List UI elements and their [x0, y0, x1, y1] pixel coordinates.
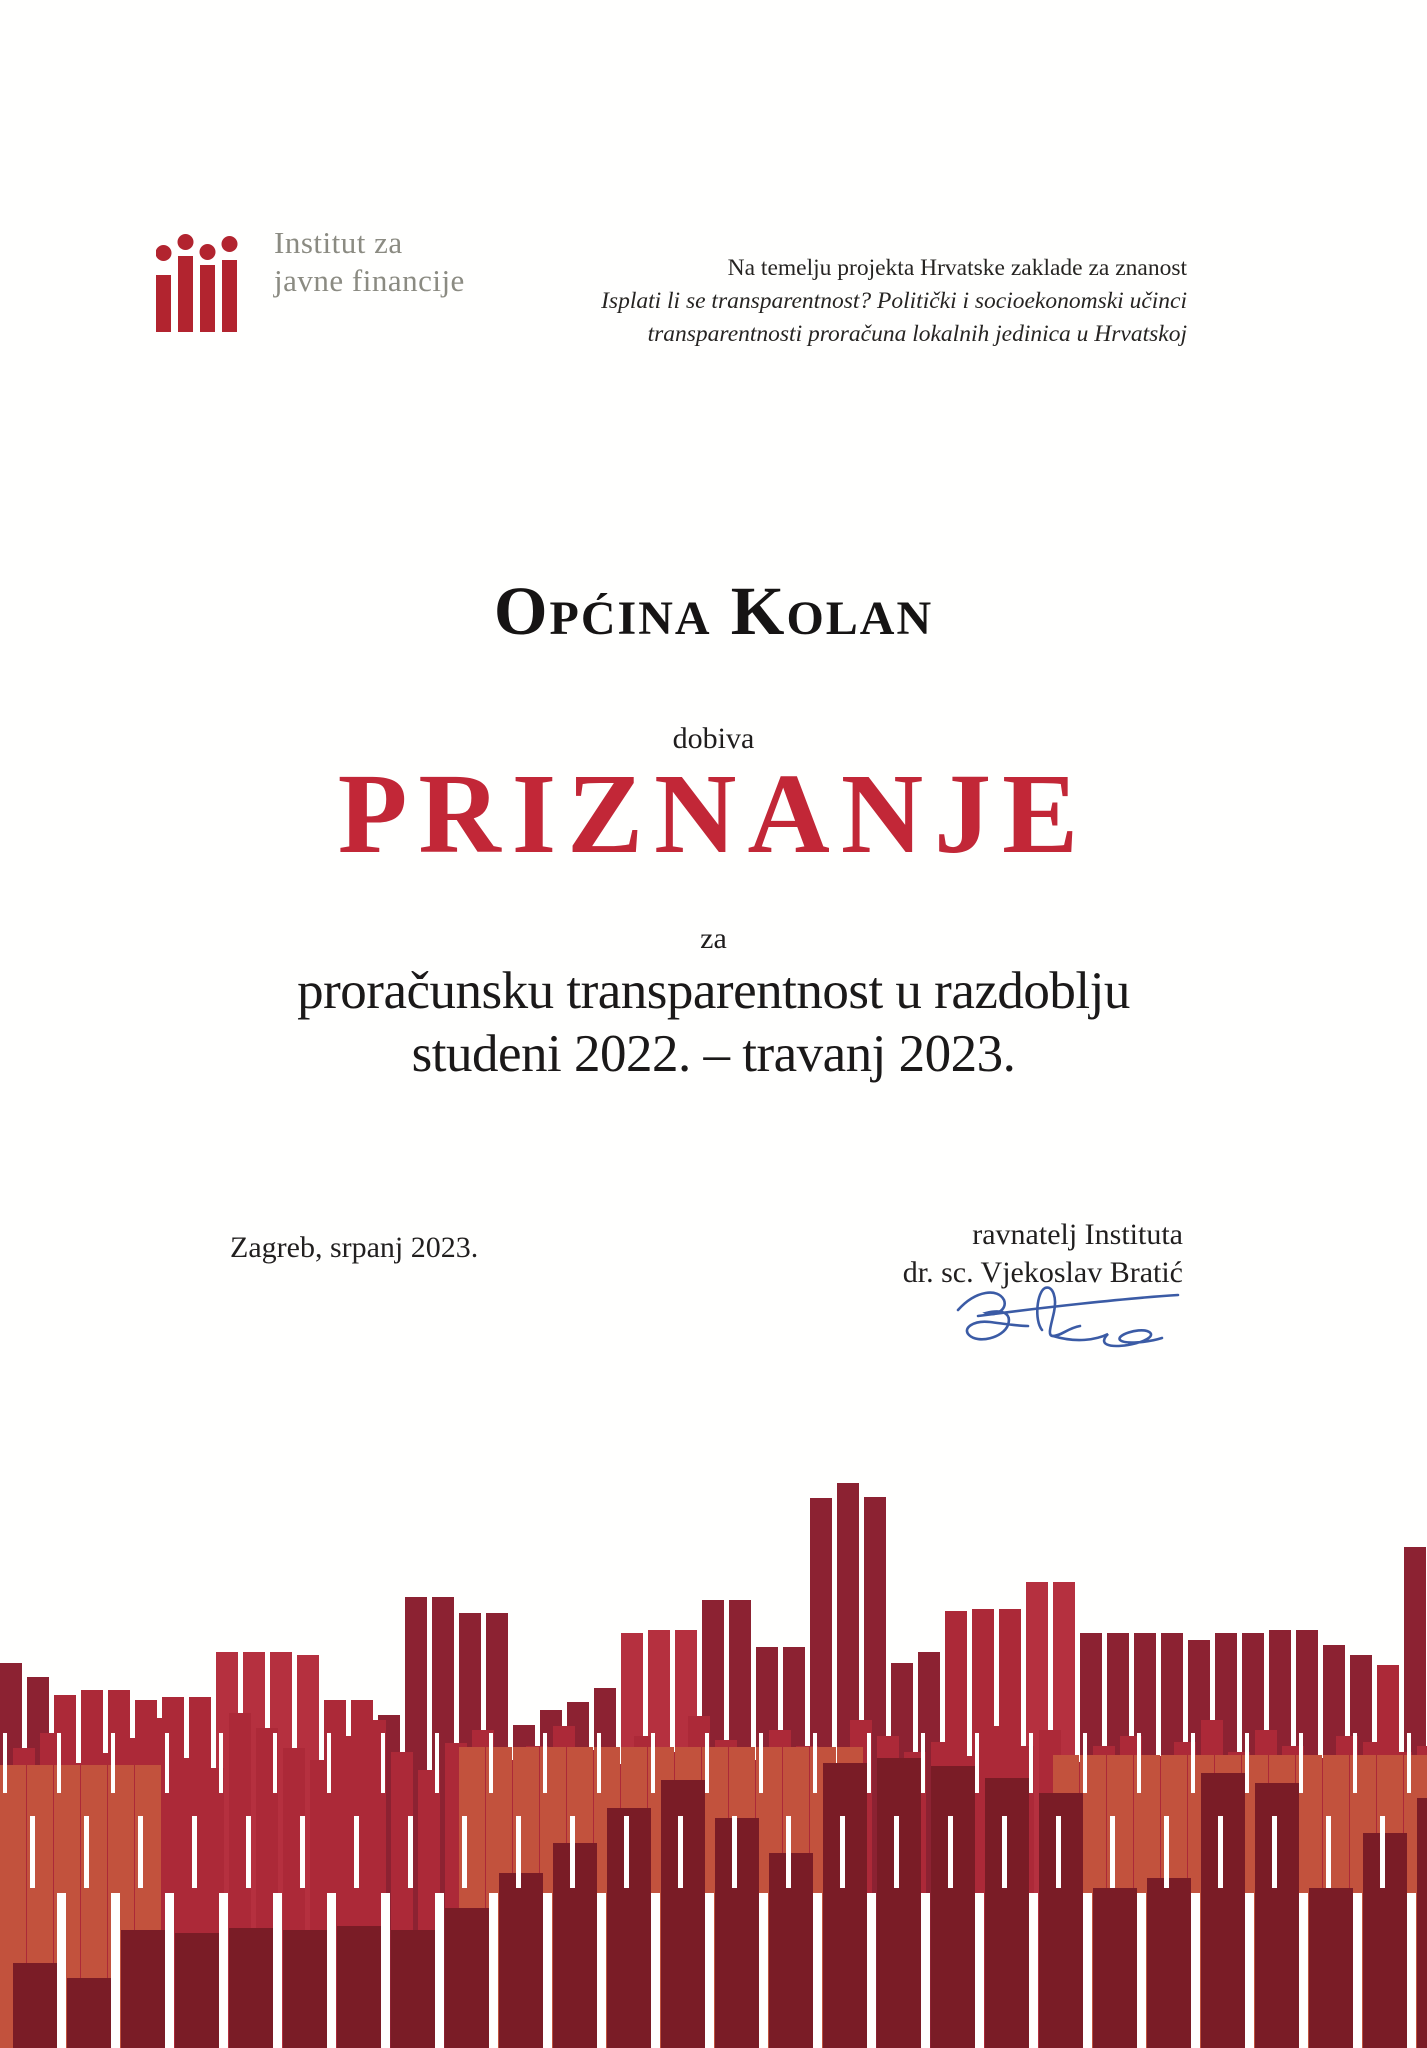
skyline-white-slit [705, 1893, 714, 2048]
skyline-white-slit [1380, 1816, 1385, 1888]
skyline-white-slit [1083, 1733, 1087, 1793]
za-label: za [700, 922, 727, 955]
skyline-white-slit [867, 1733, 871, 1793]
skyline-white-slit [381, 1893, 390, 2048]
skyline-bar-front [445, 1908, 489, 2048]
skyline-white-slit [1137, 1733, 1141, 1793]
skyline-bar-front [1147, 1878, 1191, 2048]
skyline-white-slit [1002, 1816, 1007, 1888]
project-note-line3: transparentnosti proračuna lokalnih jedinica u Hrvatskoj [647, 321, 1187, 347]
skyline-bar-front [391, 1930, 435, 2048]
skyline-white-slit [813, 1733, 817, 1793]
institute-name-line1: Institut za [274, 225, 403, 260]
skyline-white-slit [570, 1816, 575, 1888]
project-note [567, 252, 1187, 351]
skyline-bar-front [1093, 1888, 1137, 2048]
skyline-white-slit [813, 1893, 822, 2048]
skyline-white-slit [840, 1816, 845, 1888]
skyline-white-slit [759, 1893, 768, 2048]
skyline-white-slit [435, 1733, 439, 1793]
skyline-bar-front [1309, 1888, 1353, 2048]
skyline-white-slit [3, 1733, 7, 1793]
skyline-white-slit [327, 1733, 331, 1793]
skyline-white-slit [435, 1893, 444, 2048]
recipient-name: Općina Kolan [493, 573, 934, 649]
skyline-bar-front [553, 1843, 597, 2048]
signature-ink [948, 1278, 1188, 1356]
skyline-white-slit [651, 1733, 655, 1793]
skyline-white-slit [1056, 1816, 1061, 1888]
skyline-white-slit [219, 1733, 223, 1793]
institute-name-line2: javne financije [274, 263, 465, 298]
project-note-line2: Isplati li se transparentnost? Politički i socioekonomski učinci [601, 288, 1187, 314]
skyline-white-slit [975, 1893, 984, 2048]
skyline-white-slit [1218, 1816, 1223, 1888]
skyline-white-slit [1353, 1733, 1357, 1793]
skyline-bar-front [823, 1763, 867, 2048]
skyline-bar-front [13, 1963, 57, 2048]
signatory-name: dr. sc. Vjekoslav Bratić [902, 1256, 1183, 1289]
skyline-bar-front [1201, 1773, 1245, 2048]
award-title: PRIZNANJE [337, 750, 1090, 877]
skyline-white-slit [1407, 1893, 1416, 2048]
skyline-white-slit [1245, 1733, 1249, 1793]
skyline-white-slit [30, 1816, 35, 1888]
skyline-bar-front [499, 1873, 543, 2048]
skyline-white-slit [246, 1816, 251, 1888]
skyline-white-slit [1137, 1893, 1146, 2048]
skyline-white-slit [624, 1816, 629, 1888]
skyline-white-slit [489, 1893, 498, 2048]
skyline-white-slit [165, 1893, 174, 2048]
signatory-role: ravnatelj Instituta [972, 1218, 1183, 1251]
project-note-line1: Na temelju projekta Hrvatske zaklade za znanost [727, 255, 1187, 281]
skyline-bar-front [715, 1818, 759, 2048]
skyline-white-slit [921, 1733, 925, 1793]
skyline-bar-front [283, 1930, 327, 2048]
skyline-bar-front [877, 1758, 921, 2048]
skyline-white-slit [1245, 1893, 1254, 2048]
skyline-white-slit [921, 1893, 930, 2048]
dobiva-label: dobiva [672, 722, 755, 755]
institute-logo-icon [156, 233, 241, 332]
skyline-white-slit [381, 1733, 385, 1793]
skyline-white-slit [786, 1816, 791, 1888]
skyline-white-slit [57, 1893, 66, 2048]
skyline-bar-front [121, 1930, 165, 2048]
skyline-white-slit [597, 1733, 601, 1793]
skyline-white-slit [705, 1733, 709, 1793]
skyline-white-slit [273, 1893, 282, 2048]
skyline-white-slit [543, 1733, 547, 1793]
skyline-white-slit [489, 1733, 493, 1793]
skyline-white-slit [300, 1816, 305, 1888]
skyline-white-slit [1272, 1816, 1277, 1888]
skyline-white-slit [1299, 1893, 1308, 2048]
skyline-white-slit [57, 1733, 61, 1793]
skyline-white-slit [111, 1733, 115, 1793]
skyline-bar-front [1255, 1783, 1299, 2048]
skyline-white-slit [1407, 1733, 1411, 1793]
skyline-white-slit [219, 1893, 228, 2048]
skyline-white-slit [1353, 1893, 1362, 2048]
skyline-bar-front [769, 1853, 813, 2048]
skyline-white-slit [732, 1816, 737, 1888]
skyline-white-slit [894, 1816, 899, 1888]
skyline-bar-front [229, 1928, 273, 2048]
skyline-white-slit [111, 1893, 120, 2048]
award-reason-line1: proračunsku transparentnost u razdoblju [297, 962, 1130, 1020]
skyline-white-slit [948, 1816, 953, 1888]
skyline-white-slit [543, 1893, 552, 2048]
skyline-white-slit [408, 1816, 413, 1888]
skyline-white-slit [192, 1816, 197, 1888]
skyline-white-slit [1299, 1733, 1303, 1793]
skyline-white-slit [1110, 1816, 1115, 1888]
skyline-bar-front [985, 1778, 1029, 2048]
skyline-white-slit [138, 1816, 143, 1888]
skyline-bar-front [1363, 1833, 1407, 2048]
skyline-white-slit [975, 1733, 979, 1793]
skyline-bar-front [931, 1766, 975, 2048]
skyline-white-slit [651, 1893, 660, 2048]
skyline-white-slit [1083, 1893, 1092, 2048]
skyline-white-slit [165, 1733, 169, 1793]
institute-name [274, 224, 465, 300]
skyline-white-slit [1326, 1816, 1331, 1888]
skyline-white-slit [1029, 1733, 1033, 1793]
skyline-bar-front [607, 1808, 651, 2048]
skyline-white-slit [1029, 1893, 1038, 2048]
skyline-white-slit [678, 1816, 683, 1888]
skyline-white-slit [597, 1893, 606, 2048]
skyline-white-slit [516, 1816, 521, 1888]
skyline-white-slit [462, 1816, 467, 1888]
skyline-white-slit [1164, 1816, 1169, 1888]
award-reason [0, 960, 1427, 1086]
skyline-white-slit [867, 1893, 876, 2048]
skyline-white-slit [1191, 1733, 1195, 1793]
skyline-white-slit [273, 1733, 277, 1793]
skyline-white-slit [84, 1816, 89, 1888]
skyline-white-slit [1191, 1893, 1200, 2048]
skyline-white-slit [759, 1733, 763, 1793]
place-and-date: Zagreb, srpanj 2023. [230, 1231, 479, 1264]
skyline-bar-front [337, 1926, 381, 2048]
skyline-bar-front [1039, 1793, 1083, 2048]
skyline-bar-front [67, 1978, 111, 2048]
skyline-bar-front [1417, 1798, 1427, 2048]
skyline-white-slit [327, 1893, 336, 2048]
skyline-white-slit [354, 1816, 359, 1888]
skyline-bar-front [175, 1933, 219, 2048]
skyline-bar-front [661, 1780, 705, 2048]
red-bar-skyline-decoration [0, 1448, 1427, 2048]
award-reason-line2: studeni 2022. – travanj 2023. [411, 1025, 1016, 1083]
